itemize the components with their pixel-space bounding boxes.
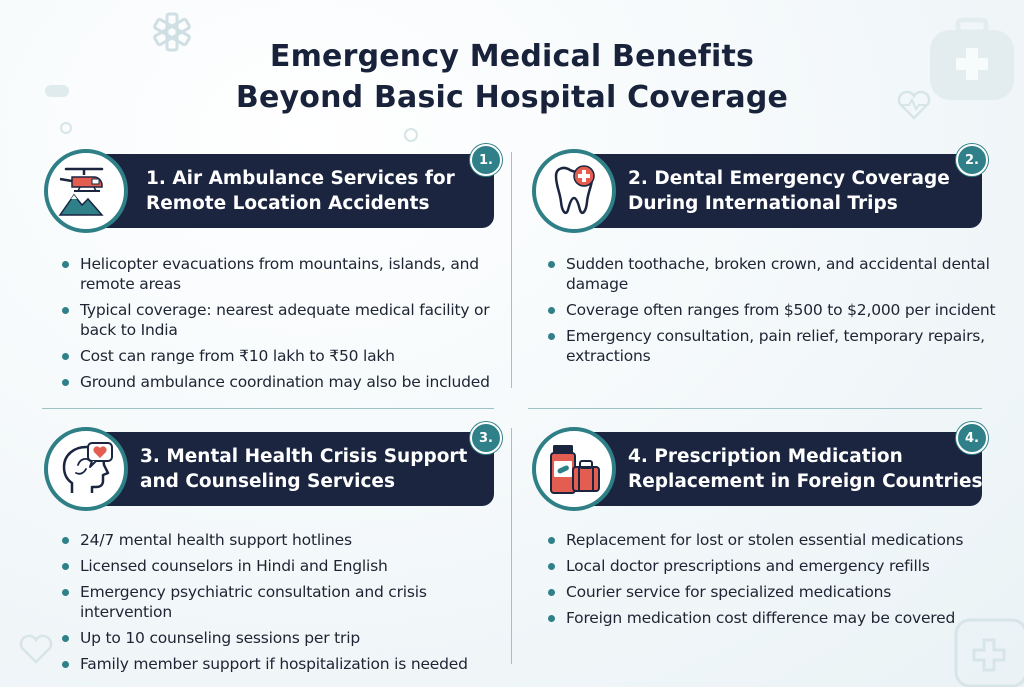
section-4-banner [570,432,982,506]
list-item: Ground ambulance coordination may also be included [60,372,500,392]
section-2-banner [570,154,982,228]
tooth-medical-icon [546,162,602,220]
list-item: Emergency psychiatric consultation and crisis intervention [60,582,512,622]
vertical-divider-top [511,152,512,388]
section-4-number-badge: 4. [956,422,988,454]
section-1-banner [82,154,494,228]
section-2-heading: 2. Dental Emergency Coverage During International Trips [628,168,950,214]
medicine-bottle-suitcase-icon [545,441,603,497]
section-3-icon-circle [44,427,128,511]
section-3-bullets [60,530,512,680]
list-item: Coverage often ranges from $500 to $2,000 per incident [546,300,996,320]
list-item: 24/7 mental health support hotlines [60,530,512,550]
horizontal-divider-right [528,408,982,409]
title-line-1: Emergency Medical Benefits [269,39,755,74]
list-item: Sudden toothache, broken crown, and accidental dental damage [546,254,996,294]
list-item: Up to 10 counseling sessions per trip [60,628,512,648]
section-4-icon-circle [532,427,616,511]
section-3-heading: 3. Mental Health Crisis Support and Counseling Services [140,446,468,492]
list-item: Replacement for lost or stolen essential medications [546,530,996,550]
decorative-dot [404,128,418,142]
list-item: Cost can range from ₹10 lakh to ₹50 lakh [60,346,500,366]
list-item: Courier service for specialized medications [546,582,996,602]
heartbeat-icon-bottom [18,634,54,664]
list-item: Family member support if hospitalization is needed [60,654,512,674]
title-line-2: Beyond Basic Hospital Coverage [235,80,789,115]
section-2-bullets [546,254,996,372]
decorative-dot [60,122,72,134]
section-4-heading: 4. Prescription Medication Replacement in Foreign Countries [628,446,983,492]
section-3-number-badge: 3. [470,422,502,454]
list-item: Licensed counselors in Hindi and English [60,556,512,576]
section-1-bullets [60,254,500,398]
section-4-bullets [546,530,996,634]
section-1-icon-circle [44,149,128,233]
section-3-banner [82,432,494,506]
list-item: Local doctor prescriptions and emergency refills [546,556,996,576]
section-2-icon-circle [532,149,616,233]
list-item: Foreign medication cost difference may be covered [546,608,996,628]
section-1-number-badge: 1. [470,144,502,176]
horizontal-divider-left [42,408,494,409]
head-heart-icon [58,441,114,497]
helicopter-mountain-icon [56,163,116,219]
page-title [0,36,1024,118]
list-item: Helicopter evacuations from mountains, islands, and remote areas [60,254,500,294]
list-item: Emergency consultation, pain relief, temporary repairs, extractions [546,326,996,366]
list-item: Typical coverage: nearest adequate medical facility or back to India [60,300,500,340]
section-2-number-badge: 2. [956,144,988,176]
section-1-heading: 1. Air Ambulance Services for Remote Location Accidents [146,168,455,214]
